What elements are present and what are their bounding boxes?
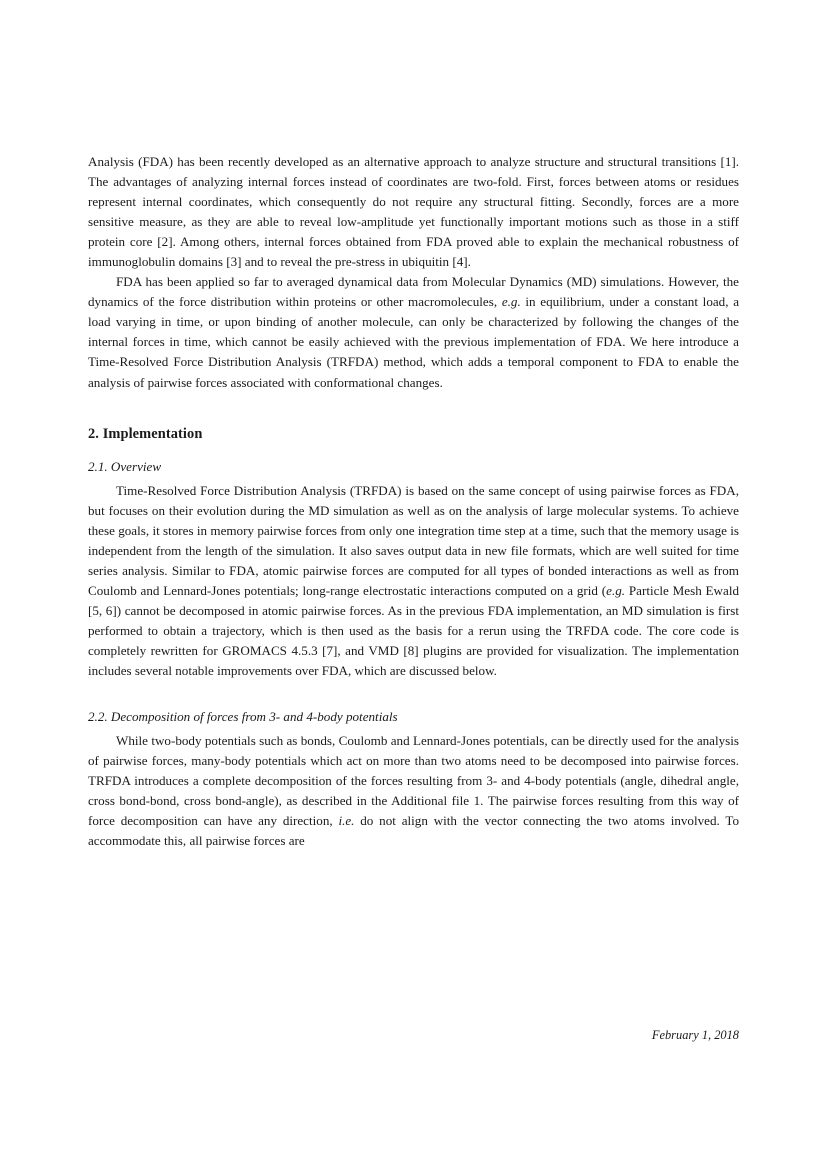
paragraph-decomposition-text-a: While two-body potentials such as bonds, Coulomb and Lennard-Jones potentials, can be directly used for the analysis of pairwise forces, many-body potentials which act on more than two atoms need to be decomposed into pairwise forces. TRFDA introduces a complete decomposition of the forces resulting from 3- and 4-body potentials (angle, dihedral angle, cross bond-bond, cross bond-angle), as described in the Additional file 1. The pairwise forces resulting from this way of force decomposition can have any direction, (88, 733, 739, 829)
paragraph-fda-applied-text-a: FDA has been applied so far to averaged dynamical data from Molecular Dynamics (MD) simulations. However, the dynamics of the force distribution within proteins or other macromolecules, (88, 274, 739, 310)
section-spacer-after (88, 444, 739, 457)
paragraph-fda-applied-eg-italic: e.g. (501, 294, 521, 310)
paragraph-overview-text-b: Particle Mesh Ewald [5, 6]) cannot be decomposed in atomic pairwise forces. As in the previous FDA implementation, an MD simulation is first performed to obtain a trajectory, which is then used as the basis for a rerun using the TRFDA code. The core code is completely rewritten for GROMACS 4.5.3 [7], and VMD [8] plugins are provided for visualization. The implementation includes several notable improvements over FDA, which are discussed below. (88, 582, 740, 678)
paragraph-overview (88, 481, 739, 681)
subsection-heading-overview: 2.1. Overview (88, 458, 162, 474)
paragraph-decomposition-ie-italic: i.e. (338, 813, 355, 829)
page-content (88, 152, 739, 851)
section-heading-implementation: 2. Implementation (88, 425, 203, 442)
paragraph-intro-continuation (88, 152, 739, 272)
subsection-decomposition-spacer-before (88, 681, 739, 707)
paragraph-decomposition-text-b: do not align with the vector connecting the two atoms involved. To accommodate this, all pairwise forces are (88, 813, 739, 849)
section-spacer-before (88, 393, 739, 424)
paragraph-fda-applied (88, 272, 739, 392)
subsection-heading-decomposition: 2.2. Decomposition of forces from 3- and 4-body potentials (88, 709, 398, 725)
paragraph-intro-text: Analysis (FDA) has been recently developed as an alternative approach to analyze structure and structural transitions [1]. The advantages of analyzing internal forces instead of coordinates are two-fold. First, forces between atoms or residues represent internal coordinates, which consequently do not require any structural fitting. Secondly, forces are a more sensitive measure, as they are able to reveal low-amplitude yet functionally important motions such as those in a stiff protein core [2]. Among others, internal forces obtained from FDA proved able to explain the mechanical robustness of immunoglobulin domains [3] and to reveal the pre-stress in ubiquitin [4]. (88, 154, 739, 270)
paragraph-overview-eg-italic: e.g. (606, 582, 626, 598)
paragraph-fda-applied-text-b: in equilibrium, under a constant load, a load varying in time, or upon binding of another molecule, can only be characterized by following the changes of the internal forces in time, which cannot be easily achieved with the previous implementation of FDA. We here introduce a Time-Resolved Force Distribution Analysis (TRFDA) method, which adds a temporal component to FDA to enable the analysis of pairwise forces associated with conformational changes. (88, 294, 740, 390)
paragraph-decomposition (88, 731, 739, 851)
page-footer-date: February 1, 2018 (651, 1028, 739, 1042)
paragraph-overview-text-a: Time-Resolved Force Distribution Analysis (TRFDA) is based on the same concept of using pairwise forces as FDA, but focuses on their evolution during the MD simulation as well as on the analysis of large molecular systems. To achieve these goals, it stores in memory pairwise forces from only one integration time step at a time, such that the memory usage is independent from the length of the simulation. It also saves output data in new file formats, which are well suited for time series analysis. Similar to FDA, atomic pairwise forces are computed for all types of bonded interactions as well as from Coulomb and Lennard-Jones potentials; long-range electrostatic interactions computed on a grid ( (88, 482, 739, 598)
